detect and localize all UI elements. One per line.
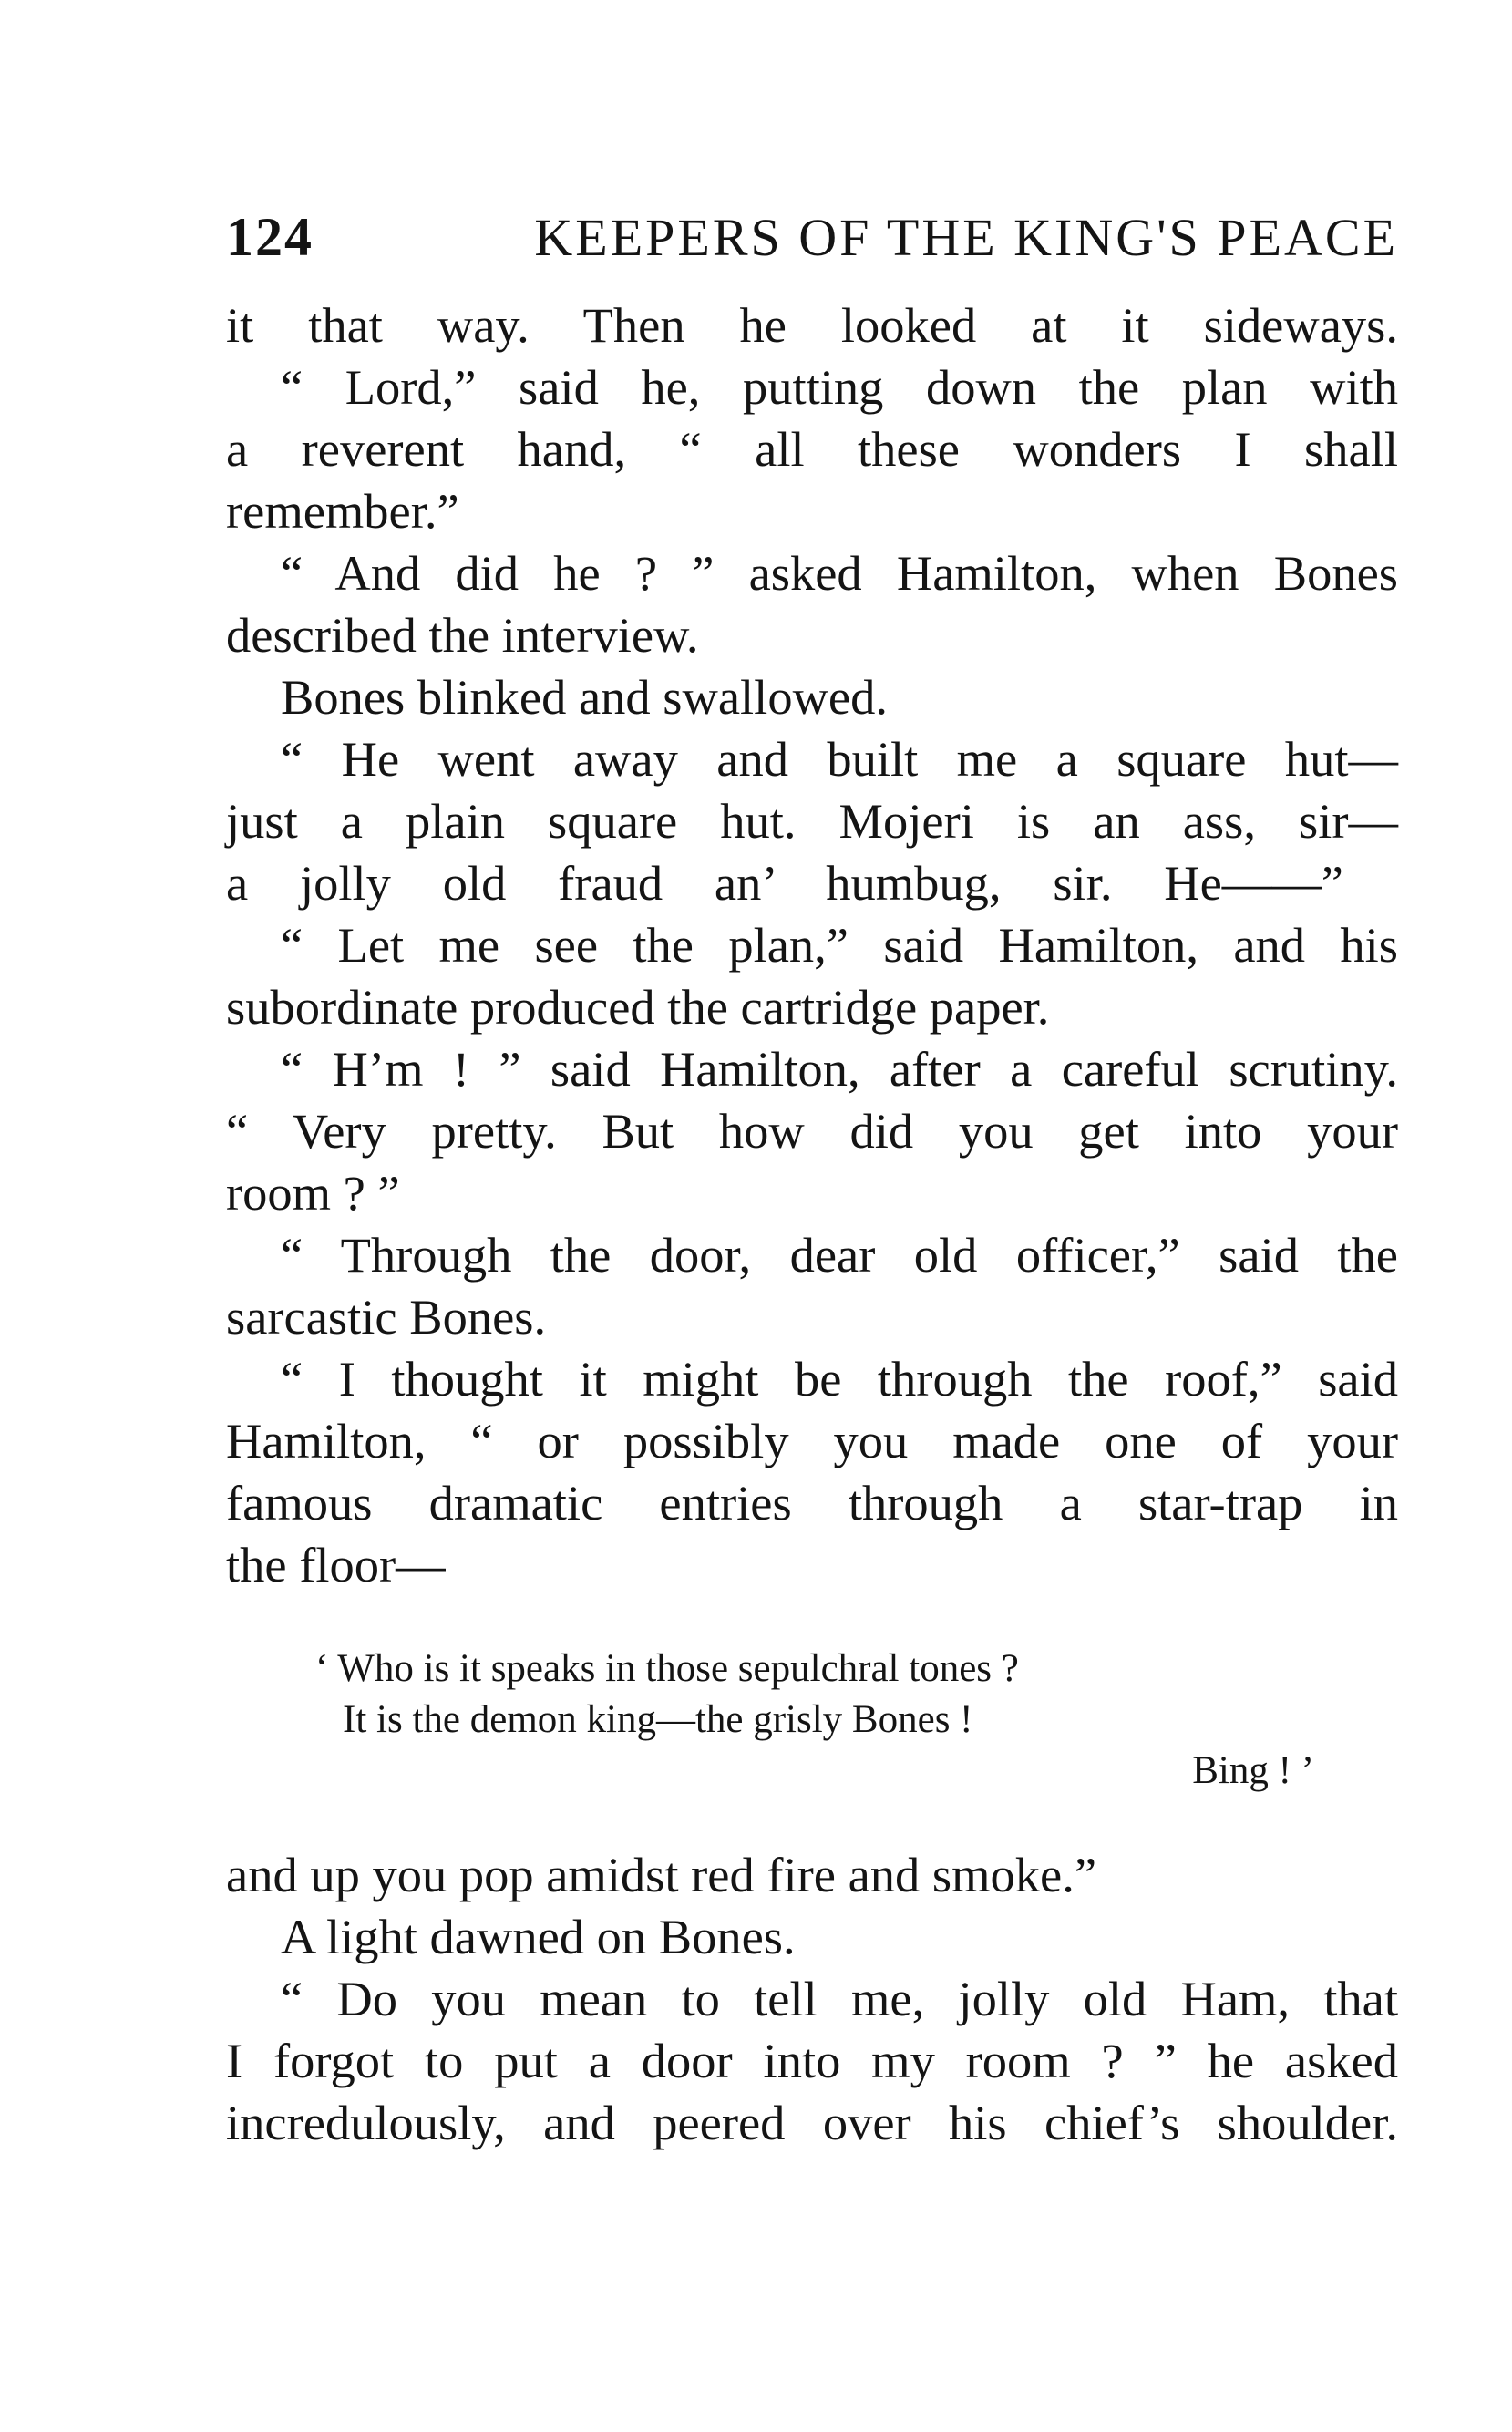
text-line: famous dramatic entries through a star-trap in bbox=[226, 1475, 1398, 1530]
text-line: sarcastic Bones. bbox=[226, 1289, 547, 1345]
verse-line: Bing ! ’ bbox=[1192, 1749, 1314, 1792]
text-line: incredulously, and peered over his chief’s shoulder. bbox=[226, 2095, 1398, 2150]
text-line: remember.” bbox=[226, 483, 459, 539]
page-number: 124 bbox=[226, 207, 314, 267]
text-line: “ Do you mean to tell me, jolly old Ham, that bbox=[281, 1971, 1398, 2026]
text-line: “ Lord,” said he, putting down the plan with bbox=[281, 359, 1398, 415]
text-line: Hamilton, “ or possibly you made one of your bbox=[226, 1413, 1398, 1468]
verse-line: It is the demon king—the grisly Bones ! bbox=[343, 1698, 973, 1741]
text-line: “ Very pretty. But how did you get into your bbox=[226, 1103, 1398, 1159]
text-line: “ And did he ? ” asked Hamilton, when Bones bbox=[281, 545, 1398, 601]
text-line: “ Through the door, dear old officer,” said the bbox=[281, 1227, 1398, 1283]
text-line: “ He went away and built me a square hut— bbox=[281, 731, 1398, 787]
text-line: “ H’m ! ” said Hamilton, after a careful scrutiny. bbox=[281, 1041, 1398, 1097]
text-line: a jolly old fraud an’ humbug, sir. He——” bbox=[226, 855, 1343, 911]
text-line: subordinate produced the cartridge paper. bbox=[226, 979, 1050, 1035]
verse-line: ‘ Who is it speaks in those sepulchral tones ? bbox=[315, 1647, 1019, 1690]
text-line: A light dawned on Bones. bbox=[281, 1909, 796, 1964]
body-text-before-verse bbox=[226, 294, 1398, 1596]
text-line: the floor— bbox=[226, 1537, 446, 1592]
text-line: “ I thought it might be through the roof,” said bbox=[281, 1351, 1398, 1407]
verse-quotation bbox=[226, 1644, 1314, 1797]
text-line: Bones blinked and swallowed. bbox=[281, 669, 889, 725]
book-page bbox=[226, 191, 1398, 2154]
text-line: I forgot to put a door into my room ? ” he asked bbox=[226, 2033, 1398, 2088]
text-line: just a plain square hut. Mojeri is an ass, sir— bbox=[226, 793, 1398, 849]
text-line: “ Let me see the plan,” said Hamilton, and his bbox=[281, 917, 1398, 973]
text-line: and up you pop amidst red fire and smoke.” bbox=[226, 1847, 1097, 1902]
body-text-after-verse bbox=[226, 1844, 1398, 2154]
running-head bbox=[226, 191, 1398, 283]
text-line: a reverent hand, “ all these wonders I shall bbox=[226, 421, 1398, 477]
text-line: room ? ” bbox=[226, 1165, 400, 1221]
text-line: described the interview. bbox=[226, 607, 699, 663]
running-title: KEEPERS OF THE KING'S PEACE bbox=[534, 208, 1398, 267]
text-line: it that way. Then he looked at it sideways. bbox=[226, 297, 1398, 353]
